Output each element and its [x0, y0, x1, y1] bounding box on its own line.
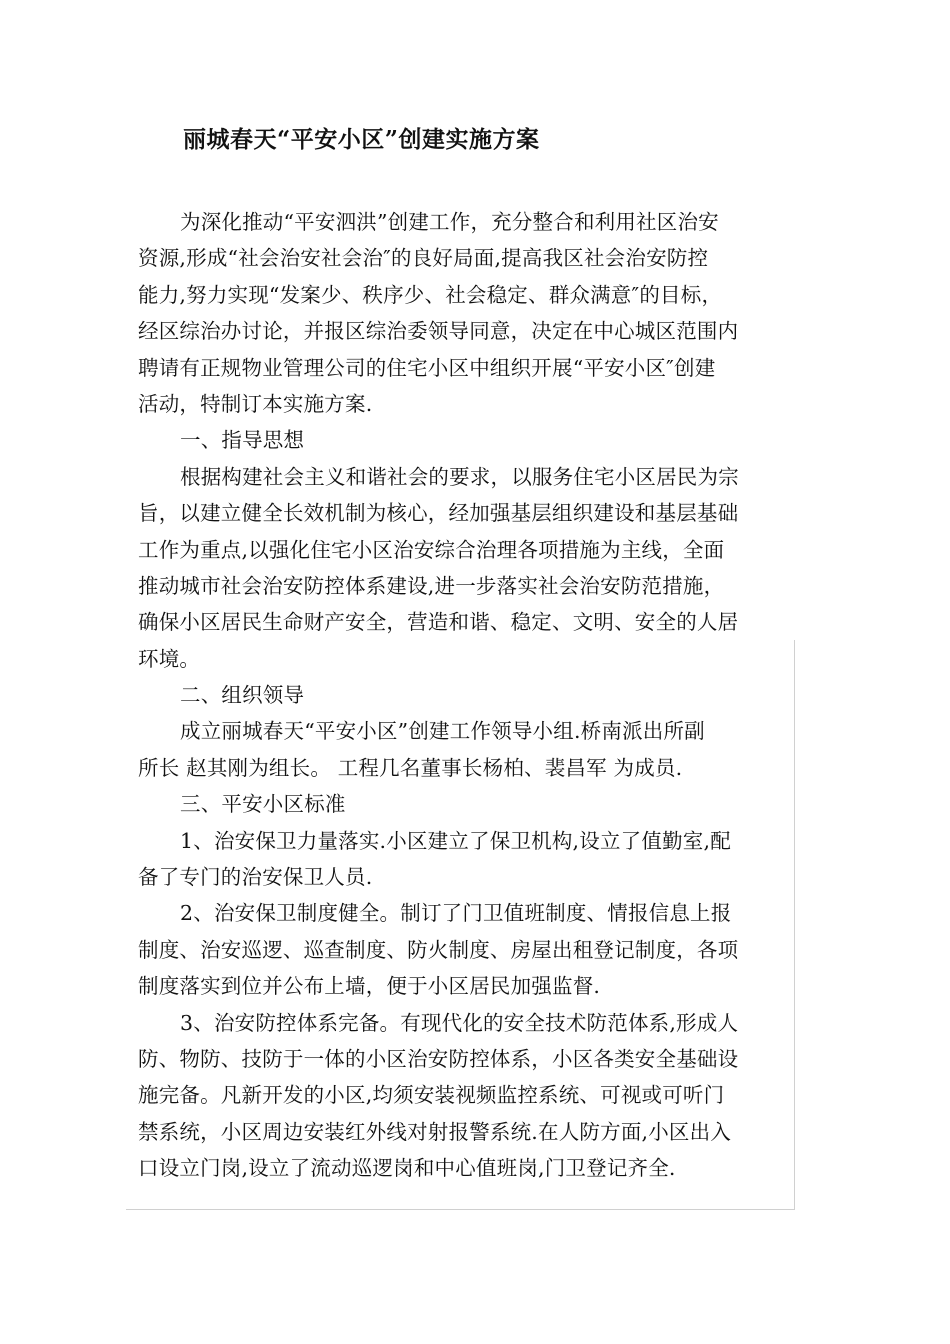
paragraph-organization-line: 成立丽城春天“平安小区”创建工作领导小组.桥南派出所副: [180, 719, 705, 744]
paragraph-intro-line: 活动，特制订本实施方案.: [138, 391, 373, 416]
paragraph-intro-line: 为深化推动“平安泗洪”创建工作，充分整合和利用社区治安: [180, 210, 719, 234]
paragraph-guiding-line: 根据构建社会主义和谐社会的要求，以服务住宅小区居民为宗: [180, 464, 739, 489]
section-heading-guiding-thought: 一、指导思想: [180, 428, 305, 453]
section-heading-standards: 三、平安小区标准: [180, 792, 346, 817]
standard-item-1-line: 备了专门的治安保卫人员.: [138, 865, 373, 890]
standard-item-3-line: 禁系统，小区周边安装红外线对射报警系统.在人防方面,小区出入: [138, 1119, 732, 1144]
standard-item-1-line: 1、治安保卫力量落实.小区建立了保卫机构,设立了值勤室,配: [180, 828, 731, 853]
standard-item-2-line: 制度、治安巡逻、巡查制度、防火制度、房屋出租登记制度，各项: [138, 937, 739, 962]
paragraph-guiding-line: 工作为重点,以强化住宅小区治安综合治理各项措施为主线，全面: [138, 537, 725, 562]
document-title: 丽城春天“平安小区”创建实施方案: [183, 126, 540, 153]
paragraph-intro-line: 资源,形成“社会治安社会治″的良好局面,提高我区社会治安防控: [138, 246, 709, 271]
page-frame-right-border: [794, 640, 795, 1210]
standard-item-3-line: 3、治安防控体系完备。有现代化的安全技术防范体系,形成人: [180, 1010, 739, 1035]
paragraph-intro-line: 经区综治办讨论，并报区综治委领导同意，决定在中心城区范围内: [138, 319, 739, 344]
paragraph-guiding-line: 旨，以建立健全长效机制为核心，经加强基层组织建设和基层基础: [138, 501, 739, 526]
page-frame-bottom-border: [126, 1209, 795, 1210]
paragraph-organization-line: 所长 赵其刚为组长。 工程几名董事长杨柏、裴昌军 为成员.: [138, 755, 683, 780]
standard-item-3-line: 防、物防、技防于一体的小区治安防控体系，小区各类安全基础设: [138, 1046, 739, 1071]
standard-item-2-line: 2、治安保卫制度健全。制订了门卫值班制度、情报信息上报: [180, 901, 732, 926]
paragraph-guiding-line: 确保小区居民生命财产安全，营造和谐、稳定、文明、安全的人居: [138, 610, 739, 635]
section-heading-organization: 二、组织领导: [180, 683, 305, 708]
standard-item-3-line: 施完备。凡新开发的小区,均须安装视频监控系统、可视或可听门: [138, 1083, 725, 1108]
paragraph-guiding-line: 环境。: [138, 646, 201, 671]
standard-item-3-line: 口设立门岗,设立了流动巡逻岗和中心值班岗,门卫登记齐全.: [138, 1156, 676, 1181]
paragraph-guiding-line: 推动城市社会治安防控体系建设,进一步落实社会治安防范措施，: [138, 573, 725, 598]
document-body: [138, 204, 788, 1187]
paragraph-intro-line: 能力,努力实现“发案少、秩序少、社会稳定、群众满意″的目标，: [138, 282, 723, 307]
standard-item-2-line: 制度落实到位并公布上墙，便于小区居民加强监督.: [138, 974, 601, 999]
paragraph-intro-line: 聘请有正规物业管理公司的住宅小区中组织开展“平安小区″创建: [138, 355, 716, 380]
